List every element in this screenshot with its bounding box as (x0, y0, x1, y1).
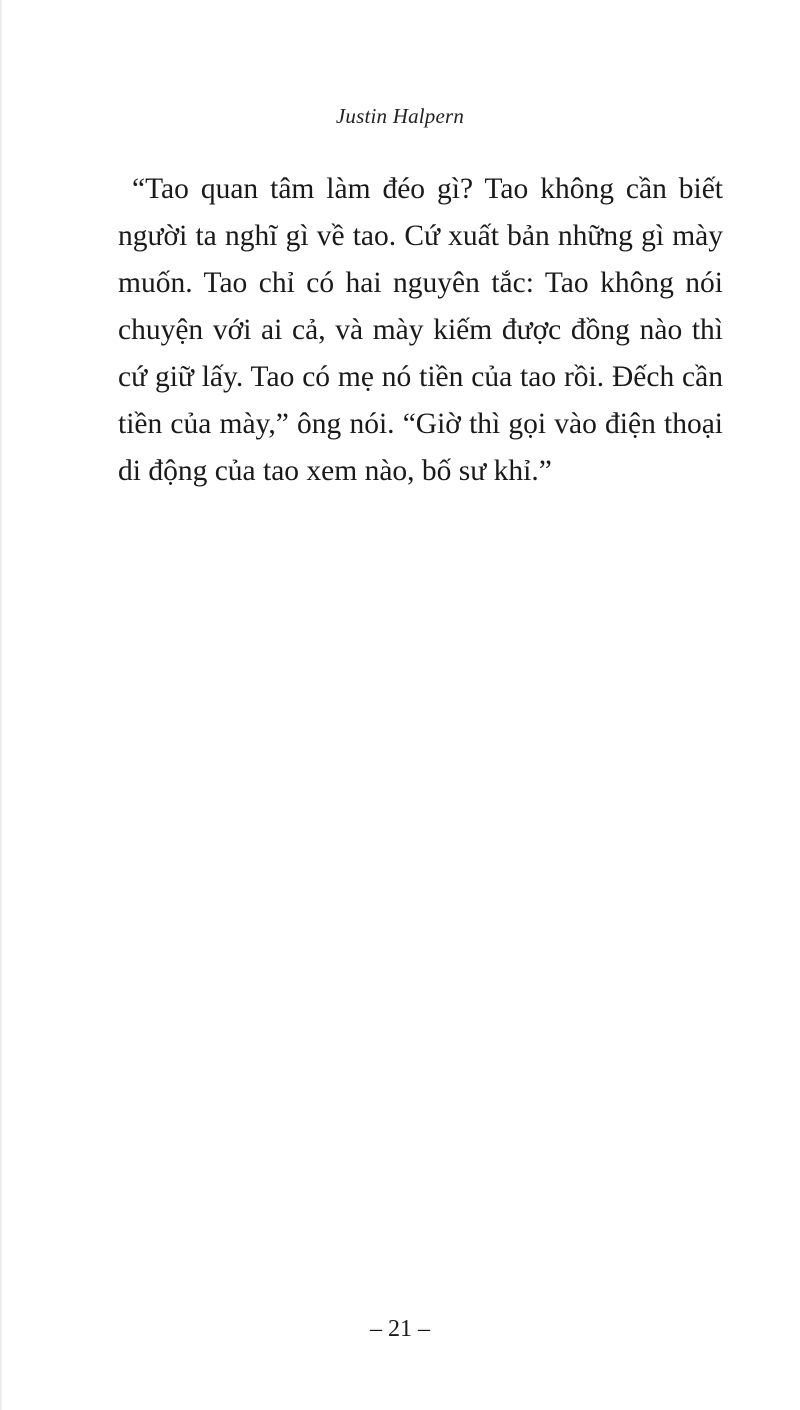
paragraph-line: “Tao quan tâm làm đéo gì? Tao không cần biết (132, 173, 723, 205)
running-header-author: Justin Halpern (335, 104, 465, 128)
page-edge-shadow (0, 0, 3, 1410)
body-paragraph (118, 166, 723, 495)
page-number: – 21 – (370, 1316, 430, 1342)
paragraph-line: cứ giữ lấy. Tao có mẹ nó tiền của tao rồi. Đếch cần (118, 361, 723, 393)
paragraph-line: chuyện với ai cả, và mày kiếm được đồng nào thì (118, 314, 723, 346)
paragraph-line: tiền của mày,” ông nói. “Giờ thì gọi vào điện thoại (118, 408, 723, 440)
paragraph-line: di động của tao xem nào, bố sư khỉ.” (118, 455, 552, 487)
paragraph-line: người ta nghĩ gì về tao. Cứ xuất bản những gì mày (118, 220, 723, 252)
paragraph-line: muốn. Tao chỉ có hai nguyên tắc: Tao không nói (118, 267, 723, 299)
